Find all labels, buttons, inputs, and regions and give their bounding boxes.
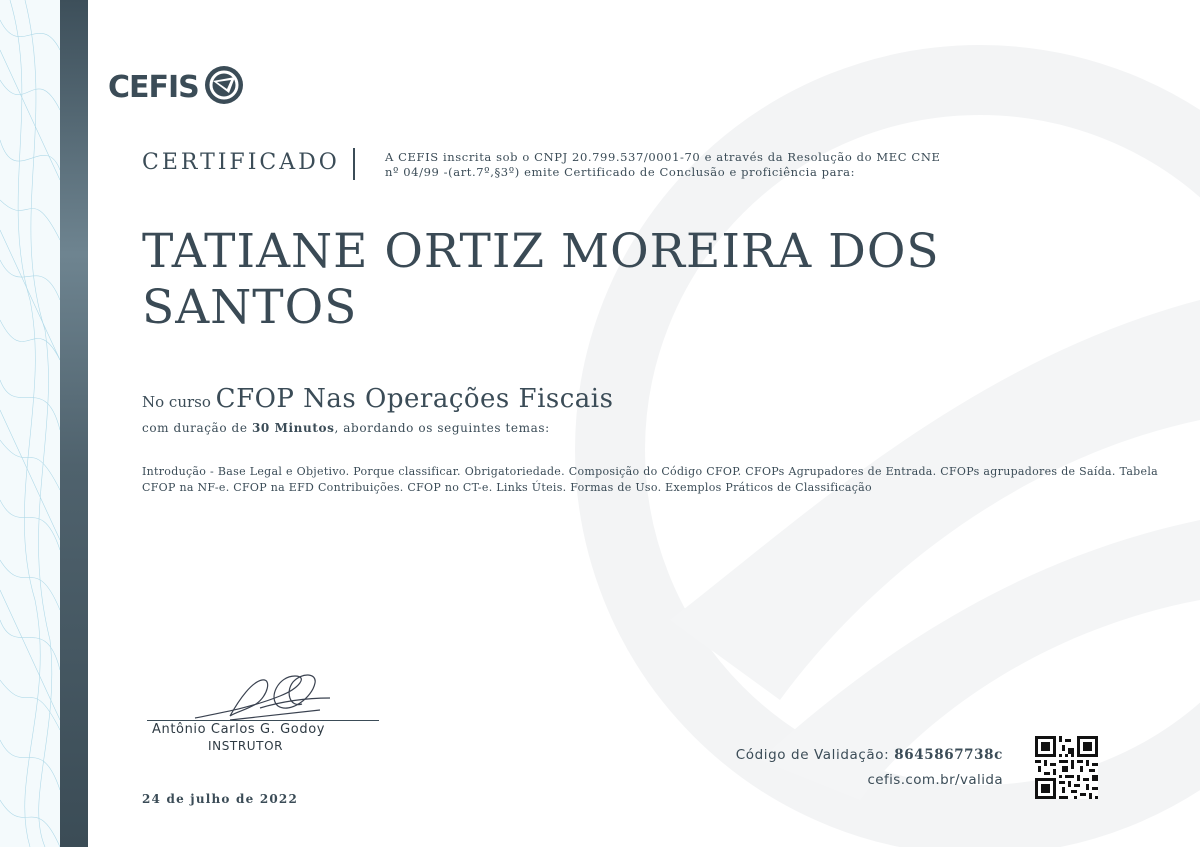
duration-prefix: com duração de (142, 421, 248, 435)
logo-text: CEFIS (108, 69, 199, 105)
validation-url[interactable]: cefis.com.br/valida (867, 772, 1003, 788)
certificate-title: CERTIFICADO (142, 150, 340, 175)
validation-code (736, 747, 1003, 763)
cefis-emblem-icon (203, 64, 245, 110)
cefis-logo (108, 64, 245, 110)
decorative-side-bar (60, 0, 88, 847)
signature-line (147, 720, 379, 721)
qr-code-icon[interactable] (1035, 736, 1098, 799)
course-name: CFOP Nas Operações Fiscais (215, 384, 614, 414)
course-prefix: No curso (142, 393, 211, 411)
validation-label: Código de Validação: (735, 747, 890, 763)
validation-code-value: 8645867738c (894, 747, 1003, 763)
background-emblem (540, 0, 1200, 847)
decorative-pattern (0, 0, 60, 847)
intro-line-1: A CEFIS inscrita sob o CNPJ 20.799.537/0001-70 e através da Resolução do MEC CNE (385, 150, 941, 164)
issue-date: 24 de julho de 2022 (142, 792, 299, 806)
instructor-name: Antônio Carlos G. Godoy (152, 722, 326, 737)
intro-line-2: nº 04/99 -(art.7º,§3º) emite Certificado de Conclusão e proficiência para: (385, 165, 856, 179)
course-topics: Introdução - Base Legal e Objetivo. Porque classificar. Obrigatoriedade. Composição do Código CFOP. CFOPs Agrupadores de Entrada. CFOPs agrupadores de Saída. Tabela CFOP na NF-e. CFOP na EFD Contribuições. CFOP no CT-e. Links Úteis. Formas de Uso. Exemplos Práticos de Classificação (142, 465, 1158, 494)
instructor-role: INSTRUTOR (208, 739, 284, 753)
duration-suffix: , abordando os seguintes temas: (334, 421, 550, 435)
duration-value: 30 Minutos (251, 421, 335, 435)
student-name: TATIANE ORTIZ MOREIRA DOS SANTOS (142, 224, 940, 335)
course-line (142, 384, 613, 414)
title-divider (353, 148, 355, 180)
course-duration (142, 421, 550, 435)
certificate-intro (385, 150, 985, 180)
